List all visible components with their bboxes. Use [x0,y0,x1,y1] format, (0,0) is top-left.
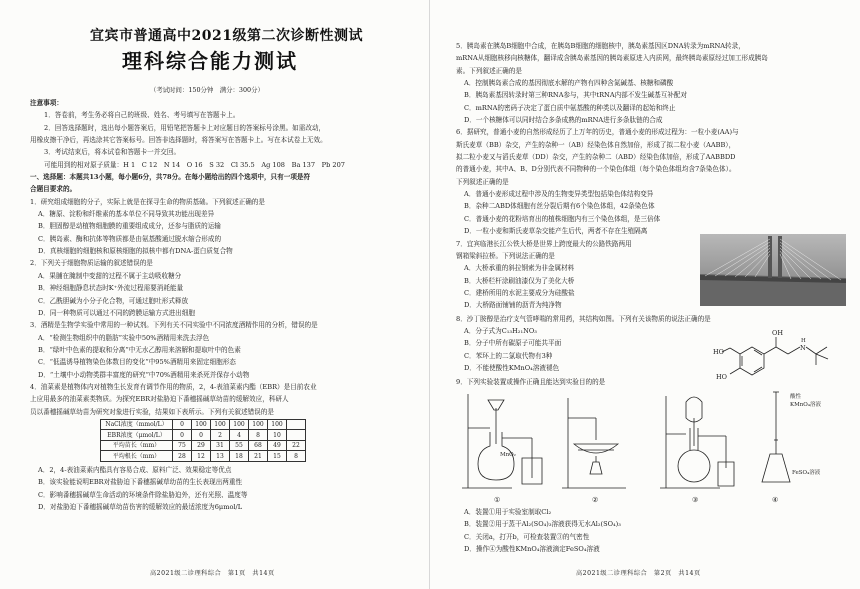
table-cell: 55 [230,440,249,451]
question-7-stem: 7．宜宾临港长江公铁大桥是世界上跨度最大的公路铁路两用 [456,239,632,248]
section-heading: 合题目要求的。 [30,185,77,194]
table-cell: 8 [249,430,268,441]
question-8-option-b: B．分子中所有碳原子可能共平面 [464,339,562,348]
table-cell: NaCl浓度（mmol/L） [101,419,173,430]
question-5-option-b: B．胰岛素基因转录时第三种RNA参与，其中tRNA内部不发生碱基互补配对 [464,91,688,100]
question-5-option-d: D．一个核糖体可以同时结合多条成熟的mRNA进行多条肽链的合成 [464,116,663,125]
exam-page-2 [430,0,860,589]
question-5-stem: 5．胰岛素在胰岛B细胞中合成，在胰岛B细胞的细胞核中，胰岛素基因区DNA转录为mRNA转录， [456,42,745,50]
atomic-mass-line: 可能用到的相对原子质量：H 1 C 12 N 14 O 16 S 32 Cl 35.5 Ag 108 Ba 137 Pb 207 [44,160,345,169]
question-6-option-d: D．一粒小麦和斯氏麦草杂交能产生后代，两者不存在生殖隔离 [464,227,648,236]
question-8-stem: 8．沙丁胺醇是治疗支气管哮喘的常用药，其结构如图。下列有关该物质的说法正确的是 [456,314,711,323]
table-cell: 15 [268,451,287,462]
table-cell: 2 [211,430,230,441]
table-cell: 平均根长（mm） [101,451,173,462]
table-cell: 100 [211,419,230,430]
kmno4-label: KMnO₄溶液 [790,401,821,408]
question-4-option-d: D．对盐胁迫下番穗摇碱草幼苗伤害的缓解效应的最适浓度为6μmol/L [38,502,243,511]
question-1-option-b: B．胆固醇是动植物细胞膜的重要组成成分，还参与脂质的运输 [38,222,221,231]
question-4-stem: 上应用最多的油菜素类物质。为探究EBR对盐胁迫下番穗摇碱草幼苗的缓解效应，科研人 [30,395,289,404]
section-heading: 一、选择题：本题共13小题，每小题6分，共78分。在每小题给出的四个选项中，只有一项是符 [30,173,311,182]
page-1-body [30,97,422,513]
table-cell: 13 [211,451,230,462]
question-8-option-d: D．不能使酸性KMnO₄溶液褪色 [464,363,560,372]
question-6-stem: 6．据研究，普通小麦的自然形成经历了上万年的历史，普通小麦的形成过程为：一粒小麦(AA)与 [456,128,739,137]
question-6-stem: 下列叙述正确的是 [456,177,509,186]
table-cell: 4 [230,430,249,441]
table-cell: 31 [211,440,230,451]
question-3-option-d: D．“土壤中小动物类群丰富度的研究”中70%酒精用来杀死并保存小动物 [38,370,250,379]
question-6-option-c: C．普通小麦的花粉培育出的植株细胞内有三个染色体组，是三倍体 [464,214,661,223]
bridge-photo [700,234,846,306]
question-2-option-b: B．神经细胞静息状态时K⁺外流过程需要消耗能量 [38,284,184,293]
question-9-apparatus [456,388,846,506]
nitrogen-label: N [800,343,806,352]
table-cell: 28 [173,451,192,462]
exam-title: 宜宾市普通高中2021级第二次诊断性测试 [90,28,363,44]
hydroxyl-label: OH [772,328,783,337]
question-5-option-c: C．mRNA的密码子决定了蛋白质中氨基酸的种类以及翻译的起始和终止 [464,103,676,112]
question-4-option-c: C．影响番穗摇碱草生命活动的环境条件除盐胁迫外，还有光照、温度等 [38,490,248,499]
question-1-option-d: D．真核细胞的细胞核和原核细胞的拟核中都有DNA-蛋白质复合物 [38,247,233,256]
table-cell: 10 [268,430,287,441]
table-row [101,451,306,462]
question-7-option-d: D．大桥路面铺铺的沥青为纯净物 [464,301,562,310]
page-1-footer: 高2021级二诊理科综合 第1页 共14页 [150,569,275,577]
question-6-option-b: B．杂种二ABD体细胞有丝分裂后期有6个染色体组，42条染色体 [464,202,655,211]
question-6-stem: 拟二粒小麦又与滔氏麦草（DD）杂交，产生的杂种二（ABD）经染色体加倍，形成了AABBDD [456,153,736,162]
bridge-photo-drawing [700,234,846,306]
apparatus-number: ③ [692,495,699,504]
question-3-option-c: C．“低温诱导植物染色体数目的变化”中95%酒精用来固定细胞形态 [38,358,236,367]
question-3-option-b: B．“绿叶中色素的提取和分离”中无水乙醇用来溶解和提取叶中的色素 [38,345,241,354]
question-9-option-d: D．操作④为酸性KMnO₄溶液滴定FeSO₄溶液 [464,544,600,553]
question-2-option-d: D．同一种物质可以通过不同的跨膜运输方式进出细胞 [38,308,195,317]
page-2-body [456,40,846,555]
question-5-option-a: A．控制胰岛素合成的基因彻底水解的产物有四种含氮碱基、核糖和磷酸 [464,79,674,88]
question-1-stem: 1．研究组成细胞的分子，实际上就是在探寻生命的物质基础。下列叙述正确的是 [30,197,265,206]
question-4-option-a: A．2，4-表油菜素内酯具有容易合成、原料广泛、效果稳定等优点 [38,465,232,474]
table-cell: 8 [287,451,306,462]
question-9-stem: 9．下列实验装置或操作正确且能达到实验目的的是 [456,377,606,386]
question-2-option-c: C．乙酰胆碱为小分子化合物，可通过胞吐形式释放 [38,296,189,305]
question-9-option-a: A．装置①用于实验室制取Cl₂ [464,507,552,516]
question-8-block [456,313,846,381]
data-table [100,419,306,462]
question-5-stem: 素。下列叙述正确的是 [456,66,522,75]
question-6-option-a: A．普通小麦形成过程中涉及的生物变异类型包括染色体结构变异 [464,190,654,199]
question-1-option-a: A．糖原、淀粉和纤维素的基本单位不同导致其功能出现差异 [38,210,215,219]
feso4-label: FeSO₄溶液 [792,469,821,476]
notice-line: 1．答卷前，考生务必将自己的班级、姓名、考号填写在答题卡上。 [44,111,240,120]
question-5-stem: mRNA从细胞核移向核糖体，翻译成含胰岛素基因的胰岛素原进入内质网，最终胰岛素原经过加工形成胰岛 [456,54,768,63]
question-7-option-c: C．建桥所用的水泥主要成分为硅酸盐 [464,288,575,297]
hydroxyl-label: HO [716,372,727,381]
apparatus-number: ① [494,495,501,504]
page-2-column [456,0,846,589]
table-cell: 0 [173,430,192,441]
table-cell: 0 [192,430,211,441]
question-6-stem: 斯氏麦草（BB）杂交，产生的杂种一（AB）经染色体自然加倍，形成了拟二粒小麦（AABB）， [456,140,736,149]
apparatus-number: ② [592,495,599,504]
table-cell [287,419,306,430]
notice-line: 用橡皮擦干净后，再选涂其它答案标号。回答非选择题时，将答案写在答题卡上。写在本试卷上无效。 [30,136,327,145]
question-9-option-c: C．关闭a，打开b，可检查装置③的气密性 [464,532,590,541]
table-cell: 100 [192,419,211,430]
acid-label: 酸性 [790,393,802,400]
table-row [101,419,306,430]
table-cell: 68 [249,440,268,451]
question-7-option-a: A．大桥承重的斜拉钢索为非金属材料 [464,264,575,273]
notice-line: 2．回答选择题时，选出每小题答案后，用铅笔把答题卡上对应题目的答案标号涂黑。如需改动， [44,123,326,132]
notice-title: 注意事项： [30,99,63,107]
question-7-block [456,238,846,313]
exam-subtitle: 理科综合能力测试 [122,49,298,73]
salbutamol-structure [712,325,840,391]
table-cell: 22 [287,440,306,451]
question-2-stem: 2．下列关于细胞物质运输的叙述错误的是 [30,259,153,268]
question-7-stem: 钢箱梁斜拉桥。下列说法正确的是 [456,251,555,260]
exam-time-info: （考试时间：150分钟 满分：300分） [150,86,264,94]
table-cell: 平均苗长（mm） [101,440,173,451]
question-1-option-c: C．胰岛素、酶和抗体等物质都是由氨基酸通过脱水缩合形成的 [38,234,222,243]
table-cell: 18 [230,451,249,462]
table-cell: 12 [192,451,211,462]
table-cell: 100 [268,419,287,430]
apparatus-number: ④ [772,495,779,504]
table-cell: EBR浓度（μmol/L） [101,430,173,441]
question-9-option-b: B．装置②用于蒸干Al₂(SO₄)₃溶液获得无水Al₂(SO₄)₃ [464,520,621,529]
question-8-option-c: C．苯环上的二氯取代物有3种 [464,351,553,360]
table-row [101,430,306,441]
hydroxyl-label: HO [713,347,724,356]
question-7-option-b: B．大桥栏杆涂刷油漆仅为了美化大桥 [464,276,575,285]
page-1-column [30,0,422,589]
notice-line: 3．考试结束后，将本试卷和答题卡一并交回。 [44,148,181,157]
question-8-option-a: A．分子式为C₁₃H₂₁NO₃ [464,326,537,335]
table-row [101,440,306,451]
question-3-option-a: A．“检测生物组织中的脂肪”实验中50%酒精用来洗去浮色 [38,333,210,342]
table-cell: 100 [230,419,249,430]
question-4-stem: 员以番穗摇碱草幼苗为研究对象进行实验，结果如下表所示。下列有关叙述错误的是 [30,407,274,416]
table-cell: 75 [173,440,192,451]
hydrogen-label: H [801,337,806,344]
page-2-footer: 高2021级二诊理科综合 第2页 共14页 [576,569,701,577]
question-4-stem: 4．油菜素是植物体内对植物生长发育有调节作用的物质，2，4-表油菜素内酯（EBR）是目前农业 [30,382,317,391]
question-3-stem: 3．酒精是生物学实验中常用的一种试剂。下列有关不同实验中不同浓度酒精作用的分析，错误的是 [30,321,318,330]
table-cell: 21 [249,451,268,462]
lab-apparatus-drawings [456,388,846,506]
question-2-option-a: A．果脯在腌制中变甜的过程不属于主动吸收糖分 [38,271,182,280]
mno2-label: MnO₂ [500,451,516,458]
table-cell: 49 [268,440,287,451]
question-6-stem: 的普通小麦，其中A、B、D分别代表不同物种的一个染色体组（每个染色体组均含7条染色体）。 [456,165,736,174]
table-cell [287,430,306,441]
table-cell: 100 [249,419,268,430]
table-cell: 0 [173,419,192,430]
table-cell: 29 [192,440,211,451]
question-4-option-b: B．该实验能说明EBR对盐胁迫下番穗摇碱草幼苗的生长表现出两重性 [38,478,243,487]
